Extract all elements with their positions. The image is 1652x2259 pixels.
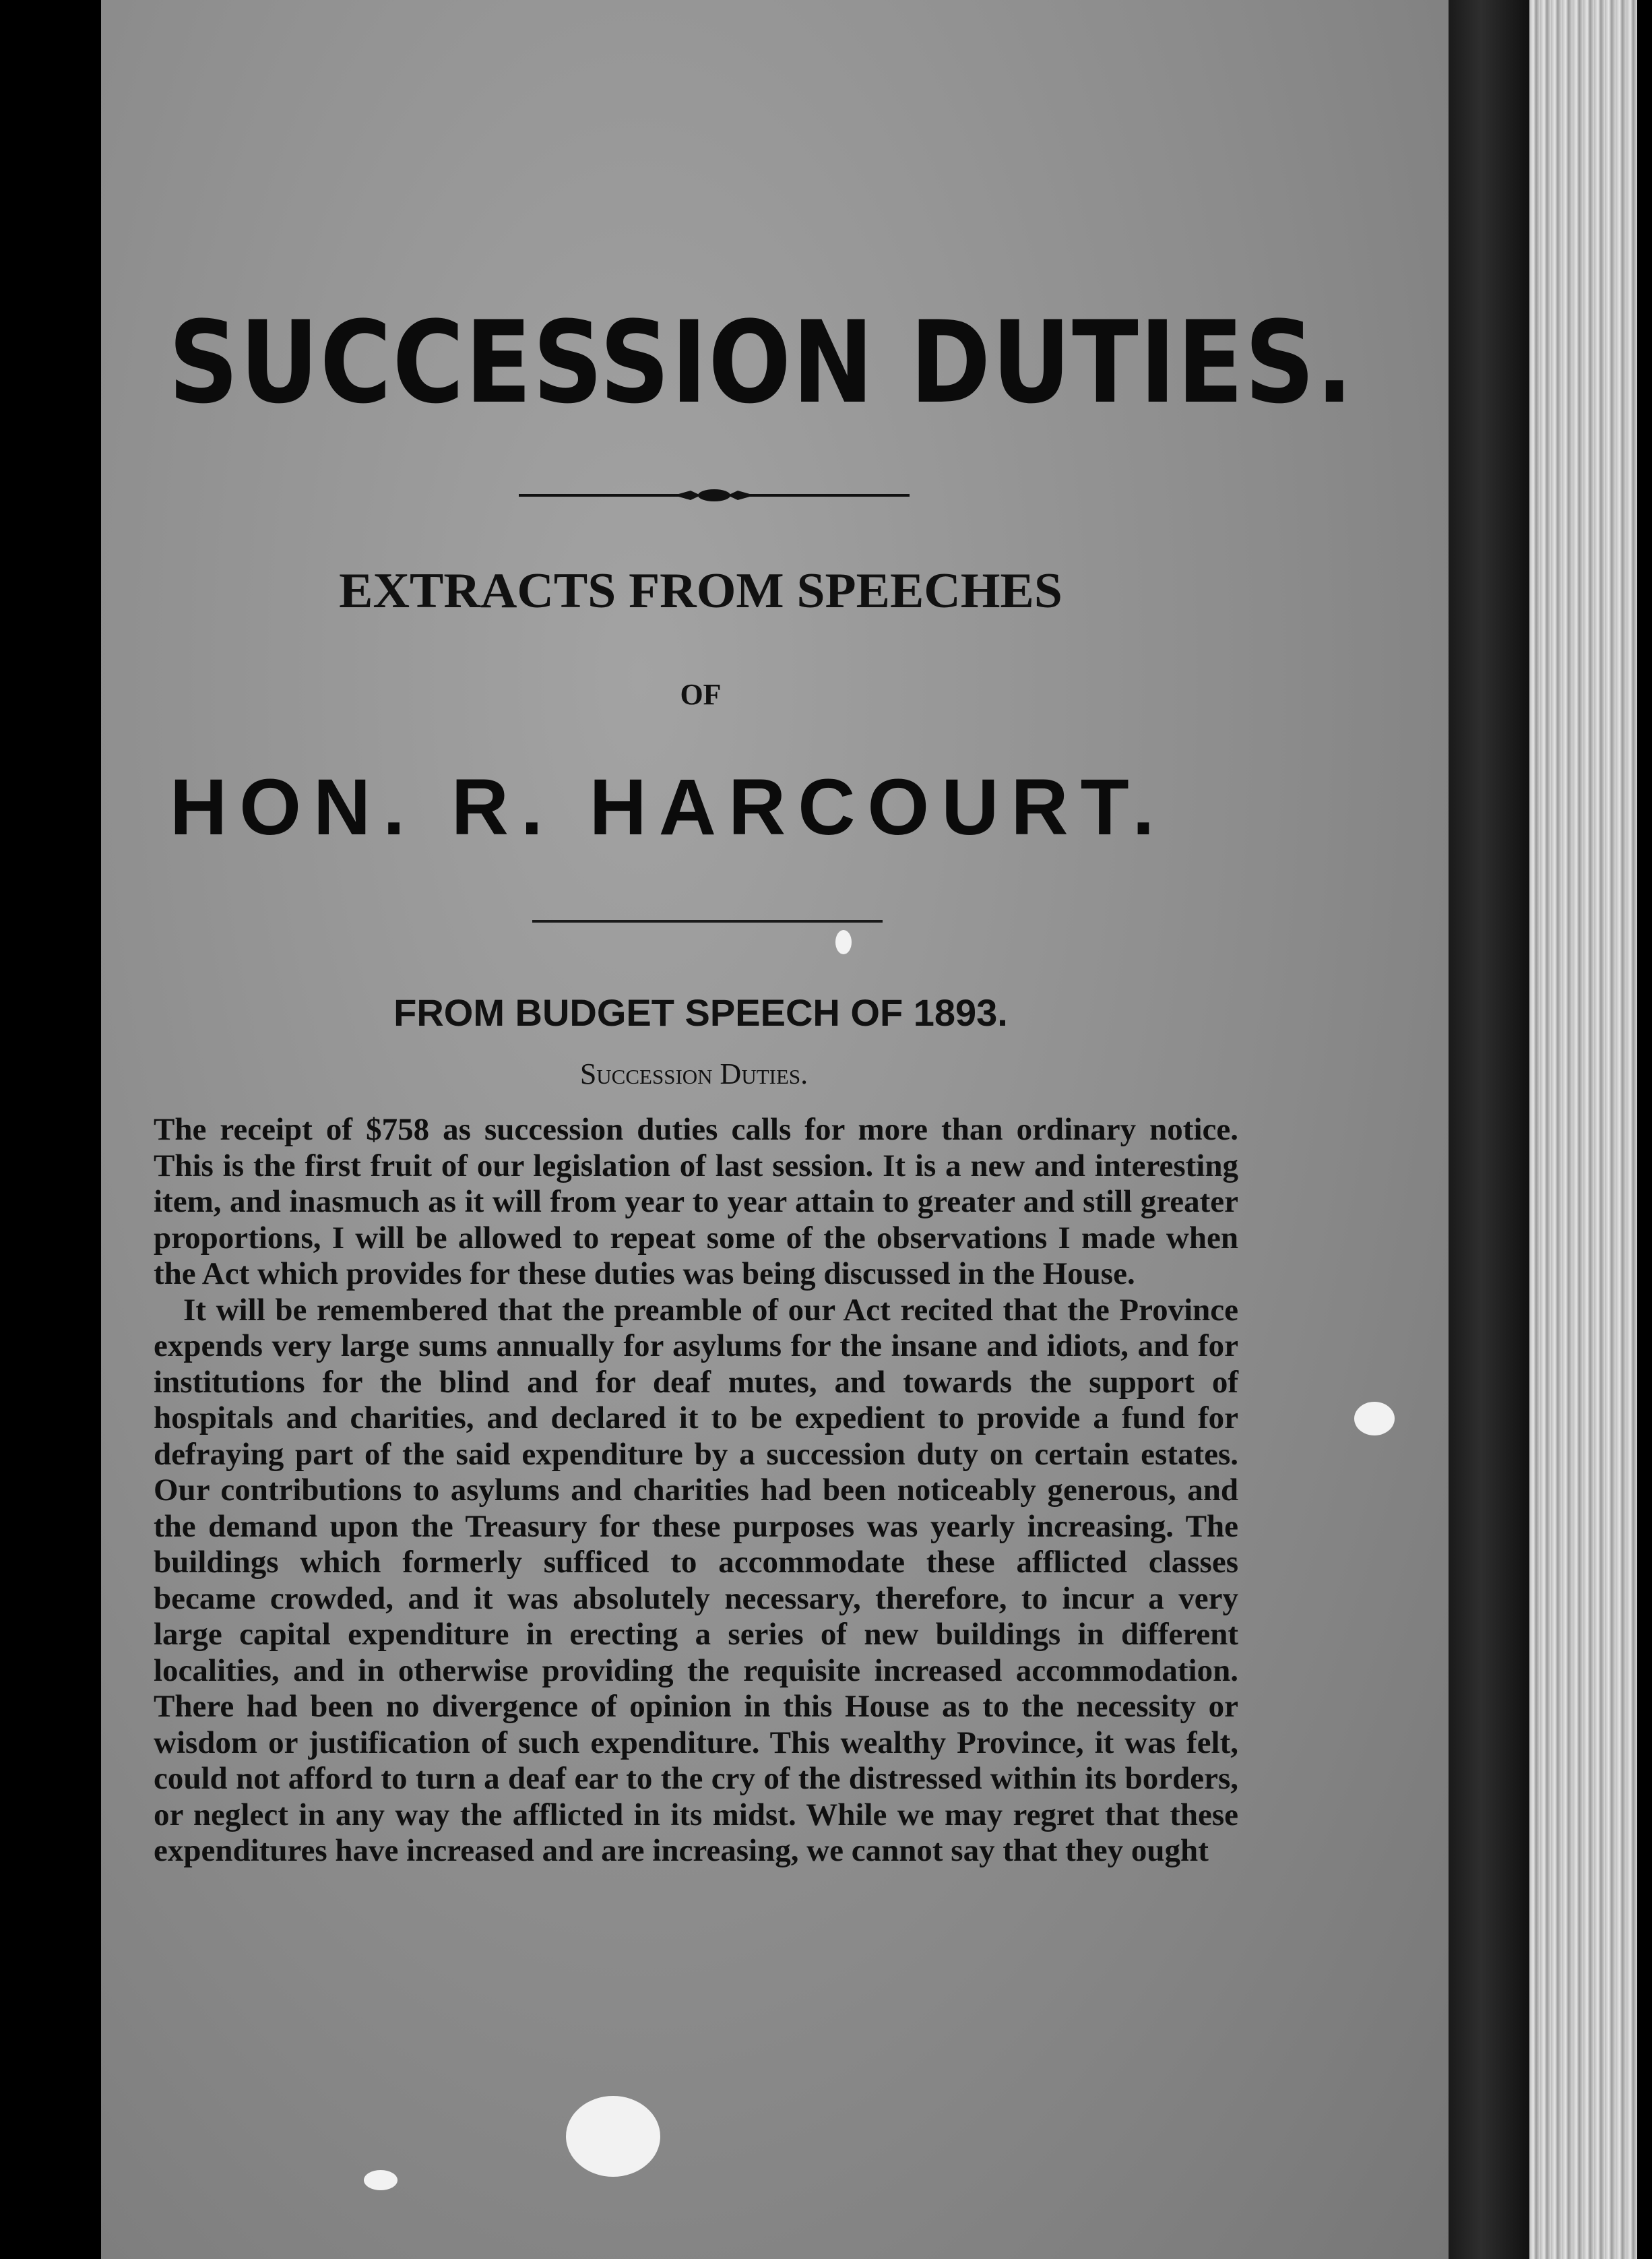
- title-ornament: [519, 485, 910, 505]
- section-heading: FROM BUDGET SPEECH OF 1893.: [393, 991, 1008, 1034]
- paper-blemish: [1354, 1402, 1395, 1435]
- book-binding: [1449, 0, 1529, 2259]
- body-text: [154, 1112, 1238, 1869]
- divider-rule: [532, 920, 883, 923]
- edge-shadow: [1637, 0, 1652, 2259]
- paper-blemish: [364, 2170, 398, 2190]
- author-name: HON. R. HARCOURT.: [170, 763, 1167, 852]
- subsection-heading: Succession Duties.: [579, 1057, 808, 1090]
- document-title: SUCCESSION DUTIES.: [168, 297, 1354, 429]
- of-line: OF: [680, 678, 722, 711]
- document-subtitle: EXTRACTS FROM SPEECHES: [339, 563, 1062, 619]
- page-edges: [1529, 0, 1637, 2259]
- paragraph-1: The receipt of $758 as succession duties calls for more than ordinary notice. This is the first fruit of our legislation of last session. It is a new and interesting item, and inasmuch as it will from year to year attain to greater and still greater proportions, I will be allowed to repeat some of the observations I made when the Act which provides for these duties was being discussed in the House.: [154, 1112, 1238, 1291]
- paragraph-2: It will be remembered that the preamble of our Act recited that the Province expends very large sums annually for asylums for the insane and idiots, and for institutions for the blind and for deaf mutes, and towards the support of hospitals and charities, and declared it to be expedient to provide a fund for defraying part of the said expenditure by a succession duty on certain estates. Our contributions to asylums and charities had been noticeably generous, and the demand upon the Treasury for these purposes was yearly increasing. The buildings which formerly sufficed to accommodate these afflicted classes became crowded, and it was absolutely necessary, therefore, to incur a very large capital expenditure in erecting a series of new buildings in different localities, and in otherwise providing the requisite increased accommodation. There had been no divergence of opinion in this House as to the necessity or wisdom or justification of such expenditure. This wealthy Province, it was felt, could not afford to turn a deaf ear to the cry of the distressed within its borders, or neglect in any way the afflicted in its midst. While we may regret that these expenditures have increased and are increasing, we cannot say that they ought: [154, 1292, 1238, 1868]
- paper-blemish: [566, 2096, 660, 2177]
- paper-blemish: [835, 930, 852, 954]
